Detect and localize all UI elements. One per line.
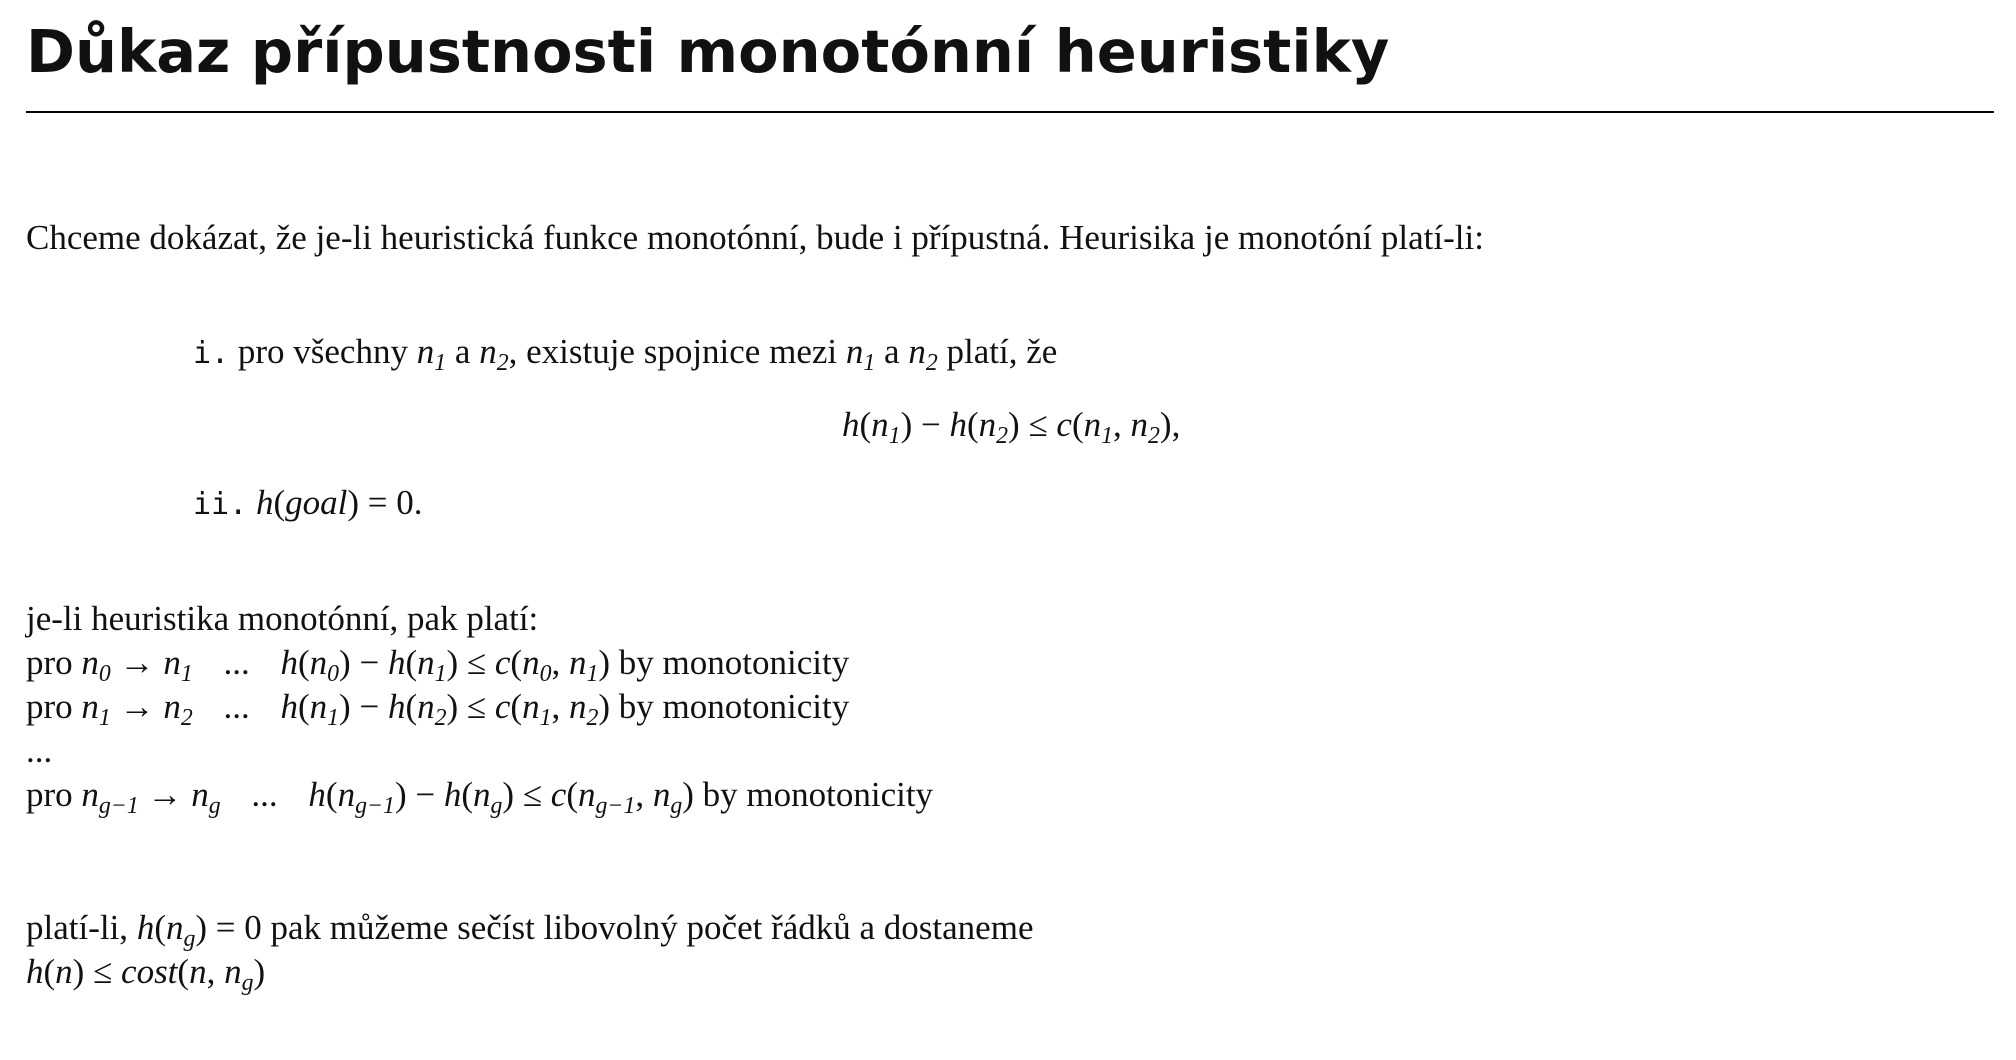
proof-row-1: pro $n_0 \to n_1$ ... $h(n_0) - h(n_1) \le c(n_0$, $n_1$) by monotonicity	[26, 643, 850, 688]
intro-paragraph: Chceme dokázat, že je-li heuristická funkce monotónní, bude i přípustná. Heurisika je monotóní platí-li:	[26, 218, 1484, 257]
proof-row-g: pro $n_{g-1} \to n_g$ ... $h(n_{g-1}) - h(n_g) \le c(n_{g-1}$, $n_g$) by monotonicity	[26, 775, 934, 820]
list-item-i: i. pro všechny $n_1$ a $n_2$, existuje spojnice mezi $n_1$ a $n_2$ platí, že	[193, 332, 1058, 377]
conclusion-line-2: h(n) ≤ cost(n, $n_g$)	[26, 952, 266, 997]
monotone-intro: je-li heuristika monotónní, pak platí:	[26, 599, 539, 638]
list-marker: ii.	[193, 487, 248, 522]
text: pro všechny	[237, 332, 408, 371]
text: a	[454, 332, 471, 371]
conclusion-line-1: platí-li, $h(n_g) = 0$ pak můžeme sečíst libovolný počet řádků a dostaneme	[26, 908, 1034, 953]
list-item-ii: ii. h(goal) = 0.	[193, 483, 423, 522]
page-title: Důkaz přípustnosti monotónní heuristiky	[26, 17, 1390, 86]
math: n	[416, 332, 435, 371]
proof-row-2: pro $n_1 \to n_2$ ... $h(n_1) - h(n_2) \le c(n_1$, $n_2$) by monotonicity	[26, 687, 850, 732]
list-marker: i.	[193, 336, 230, 371]
ellipsis-row: ...	[26, 731, 53, 770]
display-equation: $h(n_1) - h(n_2) \le c(n_1$, $n_2$),	[842, 405, 1181, 450]
title-rule	[26, 111, 1994, 113]
